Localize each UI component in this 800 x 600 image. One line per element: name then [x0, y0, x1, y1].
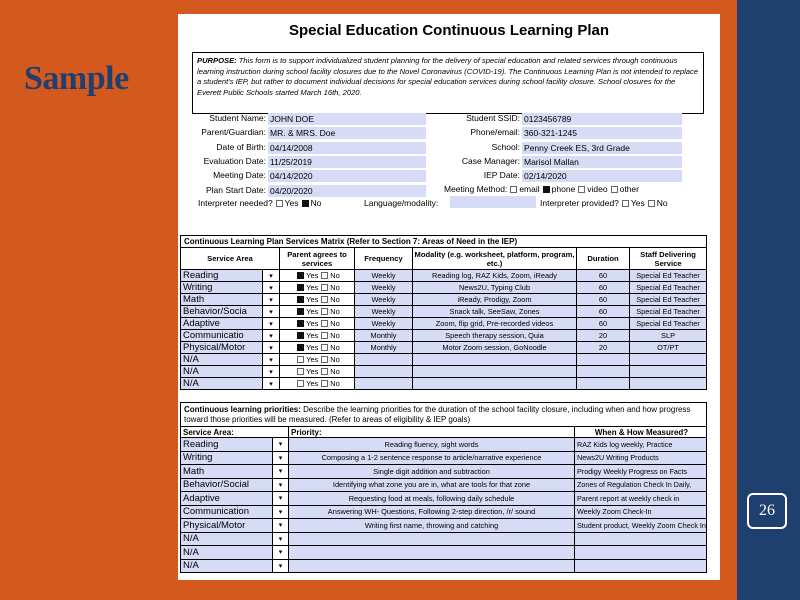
- dropdown-arrow-icon[interactable]: ▾: [263, 282, 280, 294]
- matrix-row: [181, 378, 707, 390]
- dropdown-arrow-icon[interactable]: ▾: [263, 270, 280, 282]
- priorities-service-area[interactable]: Writing: [181, 451, 273, 465]
- dropdown-arrow-icon[interactable]: ▾: [263, 330, 280, 342]
- matrix-agree-cell: [280, 378, 355, 390]
- matrix-service-area[interactable]: Math: [181, 294, 263, 306]
- matrix-staff[interactable]: Special Ed Teacher: [630, 270, 707, 282]
- dropdown-arrow-icon[interactable]: ▾: [273, 438, 289, 452]
- priorities-service-area[interactable]: Behavior/Social: [181, 478, 273, 492]
- priorities-header: Priority:: [289, 427, 575, 438]
- matrix-staff[interactable]: Special Ed Teacher: [630, 294, 707, 306]
- agree-no-checkbox[interactable]: [321, 344, 328, 351]
- priorities-row: [181, 465, 707, 479]
- matrix-service-area[interactable]: Communicatio: [181, 330, 263, 342]
- agree-yes-checkbox[interactable]: [297, 272, 304, 279]
- agree-yes-checkbox[interactable]: [297, 320, 304, 327]
- dropdown-arrow-icon[interactable]: ▾: [273, 478, 289, 492]
- right-field-label: Phone/email:: [470, 127, 520, 138]
- matrix-modality[interactable]: Zoom, flip grid, Pre-recorded videos: [413, 318, 577, 330]
- matrix-staff[interactable]: Special Ed Teacher: [630, 306, 707, 318]
- matrix-row: [181, 330, 707, 342]
- right-field-label: School:: [491, 141, 520, 152]
- right-field-label: Student SSID:: [466, 113, 520, 123]
- matrix-row: [181, 318, 707, 330]
- agree-yes-label: Yes: [306, 378, 319, 388]
- agree-no-checkbox[interactable]: [321, 332, 328, 339]
- matrix-agree-cell: [280, 342, 355, 354]
- priorities-when-measured[interactable]: [575, 559, 707, 573]
- agree-yes-checkbox[interactable]: [297, 332, 304, 339]
- agree-no-checkbox[interactable]: [321, 368, 328, 375]
- matrix-modality[interactable]: iReady, Prodigy, Zoom: [413, 294, 577, 306]
- left-field-label: Meeting Date:: [213, 170, 266, 181]
- matrix-row: [181, 294, 707, 306]
- agree-yes-label: Yes: [306, 318, 319, 328]
- priorities-when-measured[interactable]: Zones of Regulation Check In Daily,: [575, 478, 707, 492]
- matrix-modality[interactable]: Speech therapy session, Quia: [413, 330, 577, 342]
- agree-no-checkbox[interactable]: [321, 308, 328, 315]
- matrix-service-area[interactable]: Behavior/Socia: [181, 306, 263, 318]
- dropdown-arrow-icon[interactable]: ▾: [273, 465, 289, 479]
- priorities-caption: [181, 403, 707, 427]
- matrix-agree-cell: [280, 294, 355, 306]
- meeting-method-checkbox[interactable]: [543, 186, 550, 193]
- matrix-service-area[interactable]: N/A: [181, 378, 263, 390]
- priorities-when-measured[interactable]: [575, 532, 707, 546]
- matrix-staff[interactable]: SLP: [630, 330, 707, 342]
- priorities-when-measured[interactable]: RAZ Kids log weekly, Practice: [575, 438, 707, 452]
- meeting-method: [444, 184, 639, 194]
- matrix-frequency[interactable]: Weekly: [355, 270, 413, 282]
- matrix-header: Frequency: [355, 248, 413, 270]
- dropdown-arrow-icon[interactable]: ▾: [273, 492, 289, 506]
- interpreter-yes-label: Yes: [284, 198, 299, 208]
- matrix-service-area[interactable]: Reading: [181, 270, 263, 282]
- matrix-frequency[interactable]: Monthly: [355, 342, 413, 354]
- priorities-priority[interactable]: [289, 532, 575, 546]
- matrix-service-area[interactable]: N/A: [181, 366, 263, 378]
- priorities-caption-bold: Continuous learning priorities:: [184, 404, 301, 414]
- left-field-label: Plan Start Date:: [205, 184, 266, 195]
- matrix-frequency[interactable]: [355, 378, 413, 390]
- dropdown-arrow-icon[interactable]: ▾: [263, 378, 280, 390]
- dropdown-arrow-icon[interactable]: ▾: [263, 318, 280, 330]
- meeting-method-checkbox[interactable]: [510, 186, 517, 193]
- slide-number: 26: [747, 493, 787, 529]
- priorities-priority[interactable]: Composing a 1-2 sentence response to article/narrative experience: [289, 451, 575, 465]
- matrix-modality[interactable]: [413, 354, 577, 366]
- left-field-value[interactable]: MR. & MRS. Doe: [268, 127, 426, 139]
- matrix-duration[interactable]: 20: [577, 330, 630, 342]
- meeting-method-option: email: [519, 184, 540, 194]
- matrix-row: [181, 354, 707, 366]
- matrix-frequency[interactable]: [355, 366, 413, 378]
- agree-yes-checkbox[interactable]: [297, 284, 304, 291]
- agree-no-checkbox[interactable]: [321, 284, 328, 291]
- interpreter-needed-label: Interpreter needed?: [198, 198, 273, 208]
- matrix-duration[interactable]: 60: [577, 270, 630, 282]
- left-field-value[interactable]: 04/14/2008: [268, 142, 426, 154]
- interpreter-no-checkbox[interactable]: [302, 200, 309, 207]
- right-field-value[interactable]: Marisol Mallan: [522, 156, 682, 168]
- services-matrix-table: [180, 235, 707, 390]
- interpreter-yes-checkbox[interactable]: [276, 200, 283, 207]
- priorities-when-measured[interactable]: News2U Writing Products: [575, 451, 707, 465]
- matrix-service-area[interactable]: Adaptive: [181, 318, 263, 330]
- agree-yes-label: Yes: [306, 342, 319, 352]
- agree-no-label: No: [330, 306, 340, 316]
- matrix-duration[interactable]: 60: [577, 318, 630, 330]
- agree-no-label: No: [330, 378, 340, 388]
- slide-heading: Sample: [24, 60, 129, 97]
- priorities-row: [181, 505, 707, 519]
- priorities-priority[interactable]: [289, 559, 575, 573]
- matrix-header: Service Area: [181, 248, 280, 270]
- right-field-label: IEP Date:: [483, 170, 520, 181]
- language-label: Language/modality:: [364, 198, 439, 208]
- purpose-box: [192, 52, 704, 114]
- matrix-duration[interactable]: 60: [577, 282, 630, 294]
- agree-yes-checkbox[interactable]: [297, 380, 304, 387]
- meeting-method-checkbox[interactable]: [611, 186, 618, 193]
- right-field-label: Case Manager:: [461, 155, 520, 166]
- left-field-value[interactable]: 04/20/2020: [268, 185, 426, 197]
- matrix-modality[interactable]: [413, 366, 577, 378]
- priorities-service-area[interactable]: Reading: [181, 438, 273, 452]
- priorities-service-area[interactable]: Math: [181, 465, 273, 479]
- matrix-service-area[interactable]: Physical/Motor: [181, 342, 263, 354]
- matrix-service-area[interactable]: N/A: [181, 354, 263, 366]
- agree-yes-label: Yes: [306, 330, 319, 340]
- matrix-agree-cell: [280, 354, 355, 366]
- matrix-agree-cell: [280, 318, 355, 330]
- matrix-header: Modality (e.g. worksheet, platform, program, etc.): [413, 248, 577, 270]
- agree-yes-label: Yes: [306, 366, 319, 376]
- agree-yes-label: Yes: [306, 306, 319, 316]
- dropdown-arrow-icon[interactable]: ▾: [273, 546, 289, 560]
- priorities-service-area[interactable]: N/A: [181, 559, 273, 573]
- matrix-duration[interactable]: [577, 378, 630, 390]
- matrix-duration[interactable]: 20: [577, 342, 630, 354]
- priorities-service-area[interactable]: Adaptive: [181, 492, 273, 506]
- matrix-header: Duration: [577, 248, 630, 270]
- matrix-agree-cell: [280, 270, 355, 282]
- agree-no-label: No: [330, 294, 340, 304]
- agree-yes-checkbox[interactable]: [297, 356, 304, 363]
- right-field-value[interactable]: 02/14/2020: [522, 170, 682, 182]
- priorities-priority[interactable]: Writing first name, throwing and catching: [289, 519, 575, 533]
- priorities-priority[interactable]: Identifying what zone you are in, what are tools for that zone: [289, 478, 575, 492]
- matrix-frequency[interactable]: Weekly: [355, 318, 413, 330]
- agree-yes-label: Yes: [306, 270, 319, 280]
- interpreter-provided-no-checkbox[interactable]: [648, 200, 655, 207]
- left-field-label: Student Name:: [209, 113, 266, 123]
- matrix-service-area[interactable]: Writing: [181, 282, 263, 294]
- priorities-when-measured[interactable]: Prodigy Weekly Progress on Facts: [575, 465, 707, 479]
- interpreter-provided-yes-checkbox[interactable]: [622, 200, 629, 207]
- agree-no-label: No: [330, 270, 340, 280]
- matrix-row: [181, 306, 707, 318]
- matrix-staff[interactable]: OT/PT: [630, 342, 707, 354]
- purpose-text: This form is to support individualized student planning for the delivery of special education and related services through continuous learning instruction during school facility closures due to the Novel Coronavirus (COVID-19). The Continuous Learning Plan is not intended to replace a student's IEP, but rather to document individual decisions for special education services during school facility closure. School closures for the Everett Public Schools started March 16th, 2020.: [197, 56, 699, 97]
- meeting-method-option: other: [619, 184, 639, 194]
- priorities-when-measured[interactable]: Student product, Weekly Zoom Check In: [575, 519, 707, 533]
- matrix-staff[interactable]: [630, 366, 707, 378]
- priorities-table: [180, 402, 707, 573]
- matrix-duration[interactable]: [577, 354, 630, 366]
- matrix-staff[interactable]: Special Ed Teacher: [630, 318, 707, 330]
- priorities-priority[interactable]: Single digit addition and subtraction: [289, 465, 575, 479]
- matrix-frequency[interactable]: [355, 354, 413, 366]
- matrix-frequency[interactable]: Weekly: [355, 294, 413, 306]
- matrix-duration[interactable]: 60: [577, 294, 630, 306]
- matrix-staff[interactable]: [630, 378, 707, 390]
- dropdown-arrow-icon[interactable]: ▾: [263, 306, 280, 318]
- left-field-value[interactable]: 04/14/2020: [268, 170, 426, 182]
- left-field-label: Date of Birth:: [216, 141, 266, 152]
- matrix-staff[interactable]: [630, 354, 707, 366]
- left-field-label: Parent/Guardian:: [201, 127, 266, 138]
- priorities-priority[interactable]: Requesting food at meals, following daily schedule: [289, 492, 575, 506]
- agree-yes-label: Yes: [306, 354, 319, 364]
- priorities-service-area[interactable]: N/A: [181, 532, 273, 546]
- matrix-row: [181, 282, 707, 294]
- right-field-value[interactable]: Penny Creek ES, 3rd Grade: [522, 142, 682, 154]
- agree-no-checkbox[interactable]: [321, 320, 328, 327]
- matrix-caption: Continuous Learning Plan Services Matrix (Refer to Section 7: Areas of Need in the IEP): [181, 236, 707, 248]
- meeting-method-label: Meeting Method:: [444, 184, 508, 194]
- priorities-row: [181, 478, 707, 492]
- purpose-label: PURPOSE:: [197, 56, 237, 65]
- priorities-when-measured[interactable]: Parent report at weekly check in: [575, 492, 707, 506]
- priorities-priority[interactable]: Reading fluency, sight words: [289, 438, 575, 452]
- interpreter-needed: [198, 198, 321, 208]
- agree-yes-checkbox[interactable]: [297, 344, 304, 351]
- language-input[interactable]: [450, 196, 536, 208]
- dropdown-arrow-icon[interactable]: ▾: [273, 559, 289, 573]
- right-field-value[interactable]: 360-321-1245: [522, 127, 682, 139]
- agree-yes-checkbox[interactable]: [297, 308, 304, 315]
- agree-no-checkbox[interactable]: [321, 272, 328, 279]
- priorities-row: [181, 519, 707, 533]
- matrix-modality[interactable]: [413, 378, 577, 390]
- priorities-row: [181, 559, 707, 573]
- matrix-agree-cell: [280, 366, 355, 378]
- dropdown-arrow-icon[interactable]: ▾: [263, 342, 280, 354]
- agree-no-checkbox[interactable]: [321, 356, 328, 363]
- matrix-duration[interactable]: [577, 366, 630, 378]
- interpreter-provided-no: No: [656, 198, 668, 208]
- document-page: [178, 14, 720, 580]
- matrix-frequency[interactable]: Monthly: [355, 330, 413, 342]
- dropdown-arrow-icon[interactable]: ▾: [273, 451, 289, 465]
- matrix-row: [181, 366, 707, 378]
- interpreter-provided-label: Interpreter provided?: [540, 198, 619, 208]
- priorities-header: Service Area:: [181, 427, 289, 438]
- priorities-header: When & How Measured?: [575, 427, 707, 438]
- interpreter-provided: [540, 198, 668, 208]
- priorities-row: [181, 532, 707, 546]
- priorities-when-measured[interactable]: [575, 546, 707, 560]
- agree-no-label: No: [330, 282, 340, 292]
- matrix-row: [181, 270, 707, 282]
- matrix-agree-cell: [280, 306, 355, 318]
- agree-no-label: No: [330, 366, 340, 376]
- priorities-priority[interactable]: Answering WH- Questions, Following 2-step direction, /r/ sound: [289, 505, 575, 519]
- priorities-when-measured[interactable]: Weekly Zoom Check-In: [575, 505, 707, 519]
- agree-no-label: No: [330, 342, 340, 352]
- dropdown-arrow-icon[interactable]: ▾: [263, 366, 280, 378]
- agree-no-label: No: [330, 354, 340, 364]
- matrix-modality[interactable]: Reading log, RAZ Kids, Zoom, iReady: [413, 270, 577, 282]
- left-field-label: Evaluation Date:: [203, 155, 266, 166]
- interpreter-no-label: No: [310, 198, 322, 208]
- matrix-header: Staff Delivering Service: [630, 248, 707, 270]
- agree-no-checkbox[interactable]: [321, 296, 328, 303]
- priorities-row: [181, 492, 707, 506]
- agree-yes-label: Yes: [306, 294, 319, 304]
- agree-yes-checkbox[interactable]: [297, 296, 304, 303]
- dropdown-arrow-icon[interactable]: ▾: [263, 294, 280, 306]
- dropdown-arrow-icon[interactable]: ▾: [273, 519, 289, 533]
- matrix-staff[interactable]: Special Ed Teacher: [630, 282, 707, 294]
- meeting-method-option: video: [587, 184, 608, 194]
- dropdown-arrow-icon[interactable]: ▾: [273, 505, 289, 519]
- priorities-service-area[interactable]: Communication: [181, 505, 273, 519]
- agree-yes-label: Yes: [306, 282, 319, 292]
- agree-no-checkbox[interactable]: [321, 380, 328, 387]
- left-field-value[interactable]: 11/25/2019: [268, 156, 426, 168]
- priorities-service-area[interactable]: Physical/Motor: [181, 519, 273, 533]
- matrix-agree-cell: [280, 330, 355, 342]
- matrix-frequency[interactable]: Weekly: [355, 306, 413, 318]
- priorities-row: [181, 451, 707, 465]
- right-field-value[interactable]: 0123456789: [522, 113, 682, 125]
- priorities-caption-text: Describe the learning priorities for the duration of the school facility closure, including when and how progress toward those priorities will be measured. (Refer to areas of eligibility & IEP goals): [184, 404, 691, 424]
- agree-yes-checkbox[interactable]: [297, 368, 304, 375]
- meeting-method-option: phone: [551, 184, 576, 194]
- priorities-service-area[interactable]: N/A: [181, 546, 273, 560]
- matrix-modality[interactable]: Motor Zoom session, GoNoodle: [413, 342, 577, 354]
- meeting-method-checkbox[interactable]: [578, 186, 585, 193]
- dropdown-arrow-icon[interactable]: ▾: [273, 532, 289, 546]
- matrix-frequency[interactable]: Weekly: [355, 282, 413, 294]
- priorities-row: [181, 546, 707, 560]
- matrix-modality[interactable]: Snack talk, SeeSaw, Zones: [413, 306, 577, 318]
- matrix-row: [181, 342, 707, 354]
- left-field-value[interactable]: JOHN DOE: [268, 113, 426, 125]
- matrix-agree-cell: [280, 282, 355, 294]
- document-title: Special Education Continuous Learning Plan: [288, 22, 610, 39]
- matrix-header: Parent agrees to services: [280, 248, 355, 270]
- agree-no-label: No: [330, 330, 340, 340]
- priorities-priority[interactable]: [289, 546, 575, 560]
- interpreter-provided-yes: Yes: [630, 198, 645, 208]
- matrix-modality[interactable]: News2U, Typing Club: [413, 282, 577, 294]
- agree-no-label: No: [330, 318, 340, 328]
- dropdown-arrow-icon[interactable]: ▾: [263, 354, 280, 366]
- matrix-duration[interactable]: 60: [577, 306, 630, 318]
- priorities-row: [181, 438, 707, 452]
